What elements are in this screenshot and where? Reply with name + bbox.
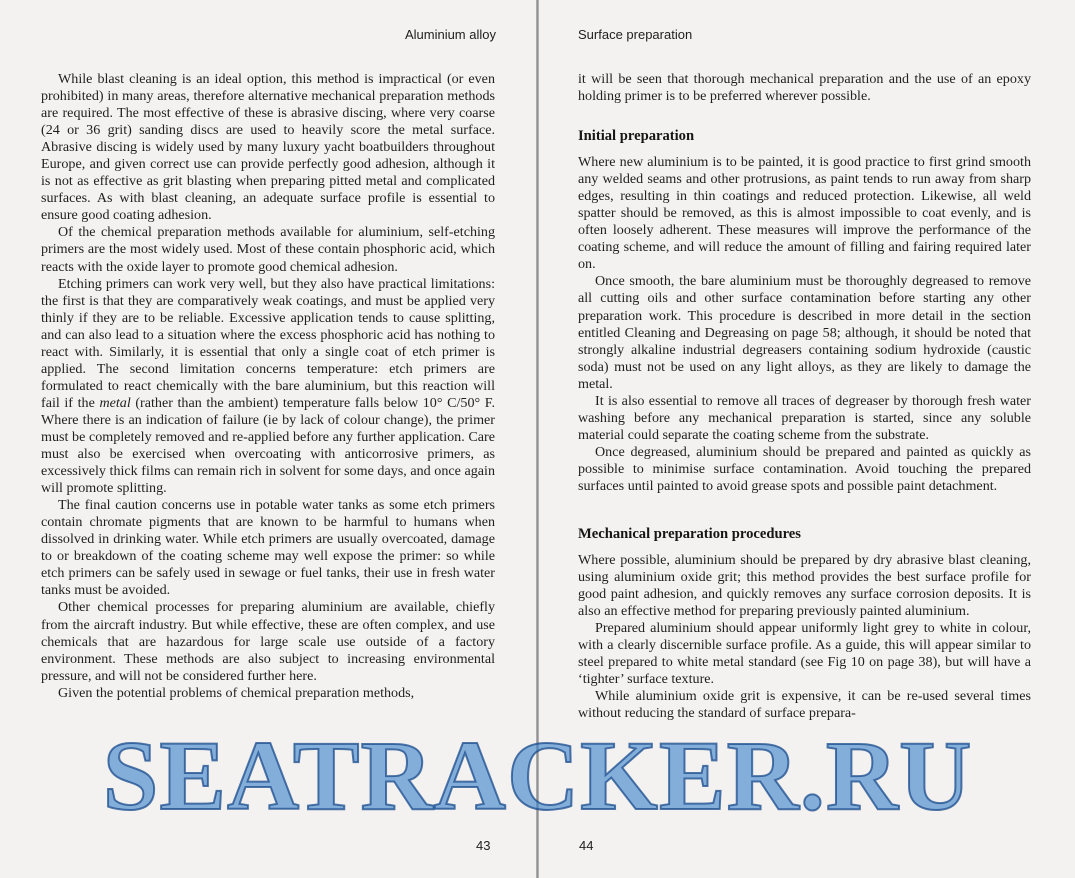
paragraph: Once smooth, the bare aluminium must be thoroughly degreased to remove all cutting oils and other surface contamination before starting any other preparation work. This procedure is described in more detail in the section entitled Cleaning and Degreasing on page 58; although, it should be noted that strongly alkaline industrial degreasers containing sodium hydroxide (caustic soda) must not be used on any light alloys, as they are likely to damage the metal.	[578, 273, 1031, 392]
paragraph-text: Etching primers can work very well, but they also have practical limitations: the first is that they are comparatively weak coatings, and must be applied very thinly if they are to be reliable. Excessive application tends to cause splitting, and can also lead to a situation where the excess phosphoric acid has nothing to react with. Similarly, it is essential that only a single coat of etch primer is applied. The second limitation concerns temperature: etch primers are formulated to react chemically with the bare aluminium, but this reaction will fail if the	[41, 275, 495, 411]
paragraph-text: (rather than the ambient) temperature falls below 10° C/50° F. Where there is an indication of failure (ie by lack of colour change), the primer must be completely removed and re-applied before any further application. Care must also be exercised when overcoating with anticorrosive primers, as excessively thick films can remain rich in solvent for some days, and once again will promote splitting.	[41, 394, 495, 497]
watermark-text: SEATRACKER.RU	[102, 720, 973, 831]
section-heading: Mechanical preparation procedures	[578, 526, 801, 543]
right-page	[539, 0, 1075, 878]
paragraph: Prepared aluminium should appear uniformly light grey to white in colour, with a clearly discernible surface profile. As a guide, this will appear similar to steel prepared to white metal standard (see Fig 10 on page 38), but will have a ‘tighter’ surface texture.	[578, 620, 1031, 688]
paragraph: it will be seen that thorough mechanical preparation and the use of an epoxy holding primer is to be preferred wherever possible.	[578, 71, 1031, 105]
left-body-text	[41, 71, 495, 702]
running-head-left: Aluminium alloy	[404, 27, 496, 42]
section-heading: Initial preparation	[578, 128, 695, 145]
emphasis-text: metal	[99, 394, 131, 411]
paragraph: Once degreased, aluminium should be prepared and painted as quickly as possible to minimise surface contamination. Avoid touching the prepared surfaces until painted to avoid grease spots and possible paint detachment.	[578, 443, 1031, 494]
paragraph: Other chemical processes for preparing aluminium are available, chiefly from the aircraft industry. But while effective, these are often complex, and use chemicals that are hazardous for large scale use outside of a factory environment. These methods are also subject to increasing environmental pressure, and will not be considered further here.	[41, 599, 495, 684]
paragraph: While blast cleaning is an ideal option, this method is impractical (or even prohibited) in many areas, therefore alternative mechanical preparation methods are required. The most effective of these is abrasive discing, where very coarse (24 or 36 grit) sanding discs are used to heavily score the metal surface. Abrasive discing is widely used by many luxury yacht boatbuilders throughout Europe, and given correct use can provide perfectly good adhesion, although it is not as effective as grit blasting when preparing pitted metal and complicated surfaces. As with blast cleaning, an adequate surface profile is essential to ensure good coating adhesion.	[41, 71, 495, 224]
paragraph: Given the potential problems of chemical preparation methods,	[58, 684, 415, 701]
paragraph: Where new aluminium is to be painted, it is good practice to first grind smooth any welded seams and other protrusions, as paint tends to run away from sharp edges, resulting in thin coatings and reduced protection. Likewise, all weld spatter should be removed, as this is almost impossible to coat evenly, and is often loosely adherent. These measures will improve the performance of the coating scheme, and will reduce the amount of filling and fairing required later on.	[578, 154, 1031, 273]
paragraph: It is also essential to remove all traces of degreaser by thorough fresh water washing before any mechanical preparation is started, since any soluble material could separate the coating scheme from the substrate.	[578, 392, 1031, 443]
paragraph: Of the chemical preparation methods available for aluminium, self-etching primers are the most widely used. Most of these contain phosphoric acid, which reacts with the oxide layer to promote good chemical adhesion.	[41, 224, 495, 275]
running-head-right: Surface preparation	[578, 27, 693, 42]
left-page	[0, 0, 537, 878]
paragraph: The final caution concerns use in potable water tanks as some etch primers contain chromate pigments that are known to be harmful to humans when dissolved in drinking water. While etch primers are usually overcoated, damage to or breakdown of the coating scheme may well expose the primer: so while etch primers can be safely used in sewage or fuel tanks, their use in fresh water tanks must be avoided.	[41, 497, 495, 599]
paragraph	[41, 276, 495, 498]
paragraph: Where possible, aluminium should be prepared by dry abrasive blast cleaning, using aluminium oxide grit; this method provides the best surface profile for good paint adhesion, and quickly removes any surface corrosion deposits. It is also an effective method for preparing previously painted aluminium.	[578, 552, 1031, 620]
paragraph: While aluminium oxide grit is expensive, it can be re-used several times without reducing the standard of surface prepara-	[578, 688, 1031, 722]
page-number-right: 44	[579, 838, 594, 853]
page-number-left: 43	[476, 838, 491, 853]
right-body-text	[578, 71, 1031, 723]
